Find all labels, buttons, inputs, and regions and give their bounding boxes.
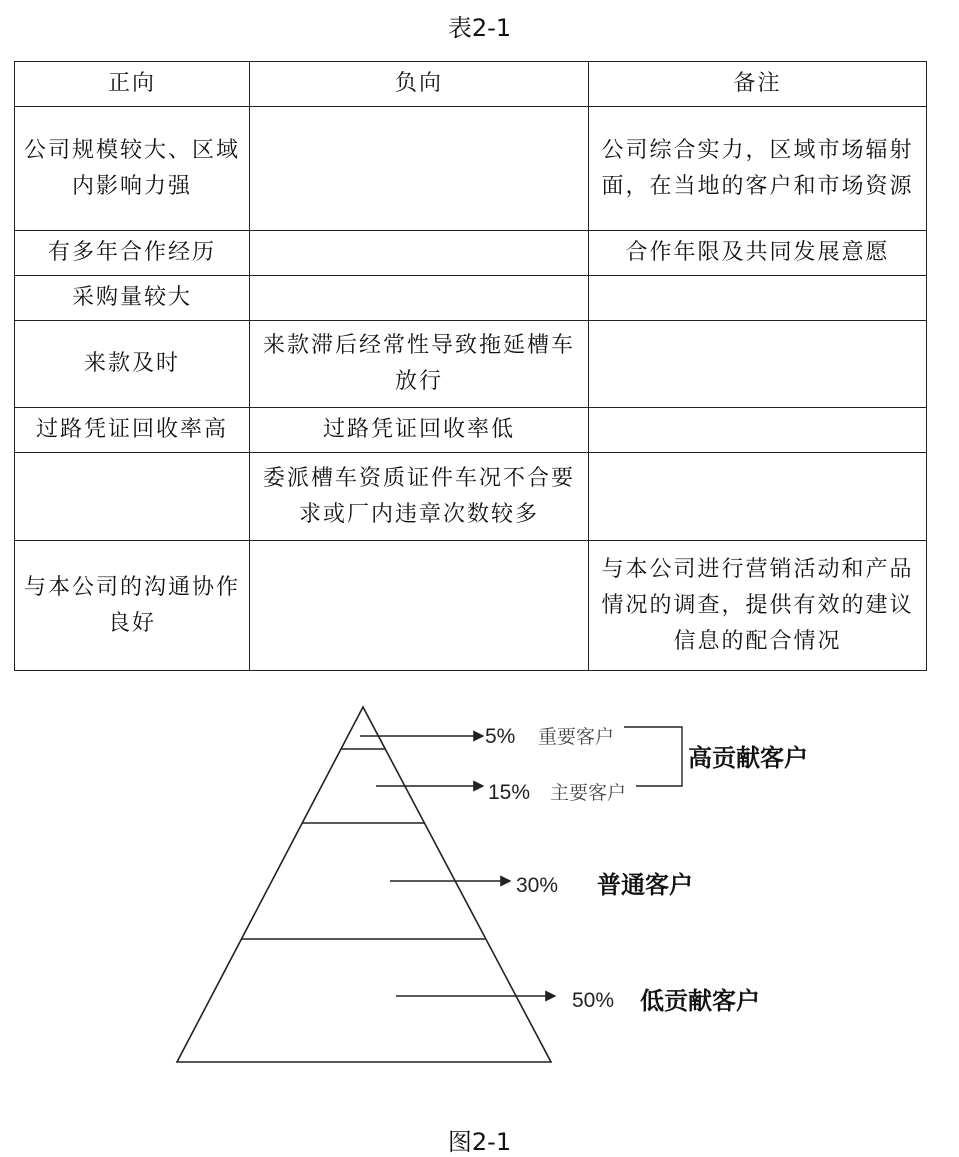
tier-3-percent: 30% xyxy=(516,874,559,897)
table-cell xyxy=(250,541,589,671)
tier-2-label: 主要客户 xyxy=(550,782,627,804)
table-cell xyxy=(15,453,250,541)
table-row xyxy=(15,107,927,231)
table-cell: 公司综合实力，区域市场辐射面，在当地的客户和市场资源 xyxy=(589,107,927,231)
header-positive: 正向 xyxy=(15,62,250,107)
tier-4-label: 低贡献客户 xyxy=(640,987,760,1015)
customer-evaluation-table xyxy=(14,61,927,671)
table-cell: 与本公司进行营销活动和产品情况的调查，提供有效的建议信息的配合情况 xyxy=(589,541,927,671)
table-cell xyxy=(589,453,927,541)
table-cell xyxy=(589,408,927,453)
table-cell: 来款及时 xyxy=(15,321,250,408)
table-row xyxy=(15,231,927,276)
table-caption: 表2-1 xyxy=(447,14,512,42)
table-cell: 采购量较大 xyxy=(15,276,250,321)
tier-1-label: 重要客户 xyxy=(538,726,615,748)
table-row xyxy=(15,408,927,453)
header-remarks: 备注 xyxy=(589,62,927,107)
tier-3-label: 普通客户 xyxy=(597,871,693,899)
group-label-high-contribution: 高贡献客户 xyxy=(688,744,808,772)
tier-1-percent: 5% xyxy=(485,725,516,748)
table-cell: 与本公司的沟通协作良好 xyxy=(15,541,250,671)
tier-4-percent: 50% xyxy=(572,989,615,1012)
table-row xyxy=(15,321,927,408)
table-cell xyxy=(250,107,589,231)
table-cell: 委派槽车资质证件车况不合要求或厂内违章次数较多 xyxy=(250,453,589,541)
table-cell: 合作年限及共同发展意愿 xyxy=(589,231,927,276)
table-cell xyxy=(250,276,589,321)
customer-pyramid-diagram xyxy=(0,690,959,1080)
pyramid-outline xyxy=(177,707,551,1062)
table-cell xyxy=(250,231,589,276)
table-row xyxy=(15,453,927,541)
table-cell: 过路凭证回收率低 xyxy=(250,408,589,453)
header-negative: 负向 xyxy=(250,62,589,107)
table-cell xyxy=(589,321,927,408)
figure-caption: 图2-1 xyxy=(447,1128,512,1156)
table-cell: 来款滞后经常性导致拖延槽车放行 xyxy=(250,321,589,408)
table-cell xyxy=(589,276,927,321)
table-header-row xyxy=(15,62,927,107)
table-row xyxy=(15,541,927,671)
table-row xyxy=(15,276,927,321)
table-cell: 有多年合作经历 xyxy=(15,231,250,276)
tier-2-percent: 15% xyxy=(488,781,531,804)
table-cell: 公司规模较大、区域内影响力强 xyxy=(15,107,250,231)
group-bracket xyxy=(624,727,682,786)
table-cell: 过路凭证回收率高 xyxy=(15,408,250,453)
